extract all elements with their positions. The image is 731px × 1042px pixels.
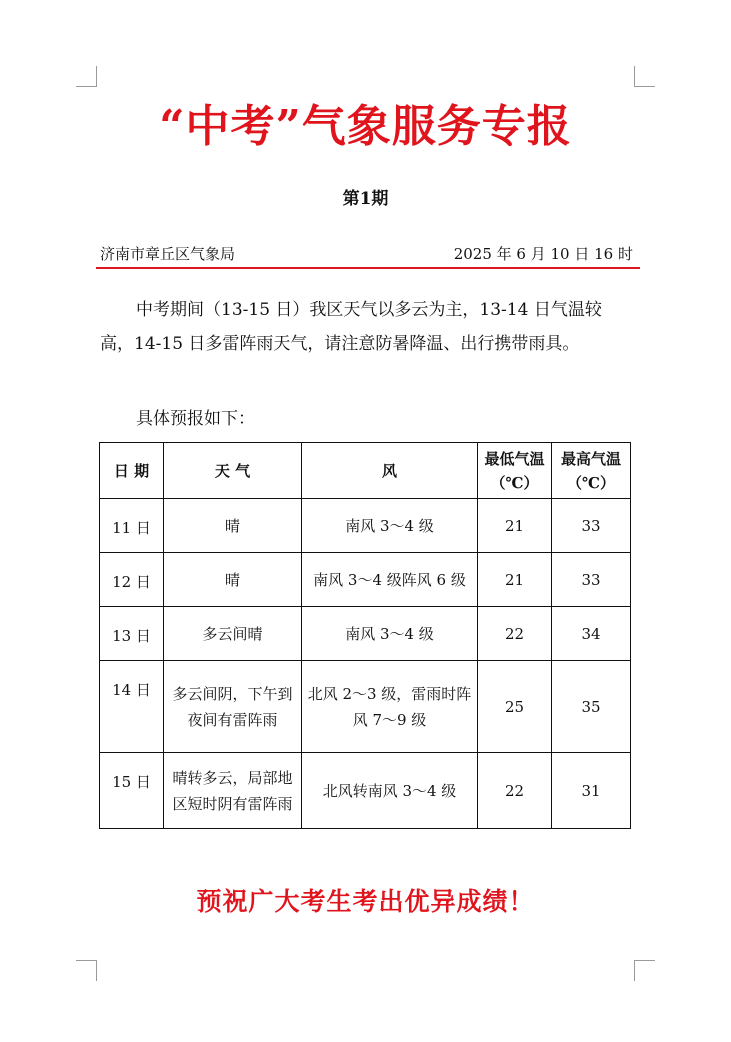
table-row: [100, 499, 631, 553]
page-corner-mark: [634, 960, 655, 981]
intro-paragraph: 具体预报如下：: [136, 409, 255, 429]
cell-date: 13 日: [100, 607, 164, 661]
cell-max-temp: 35: [552, 661, 631, 753]
page-corner-mark: [76, 960, 97, 981]
report-title: “中考”气象服务专报: [159, 101, 572, 152]
cell-date: 15 日: [100, 753, 164, 829]
table-header-row: [100, 443, 631, 499]
publisher: 济南市章丘区气象局: [100, 245, 236, 263]
cell-date: 12 日: [100, 553, 164, 607]
issue-number: 第1期: [342, 189, 389, 209]
blessing-message: 预祝广大考生考出优异成绩！: [196, 887, 535, 916]
cell-min-temp: 21: [478, 499, 552, 553]
table-row: [100, 607, 631, 661]
header-weather: 天 气: [164, 443, 302, 499]
cell-wind: 北风 2～3 级，雷雨时阵风 7～9 级: [302, 661, 478, 753]
cell-min-temp: 22: [478, 753, 552, 829]
cell-max-temp: 33: [552, 499, 631, 553]
summary-paragraph: 中考期间（13-15 日）我区天气以多云为主，13-14 日气温较高，14-15 日多雷阵雨天气，请注意防暑降温、出行携带雨具。: [100, 300, 602, 354]
cell-max-temp: 34: [552, 607, 631, 661]
page-corner-mark: [634, 66, 655, 87]
cell-weather: 晴: [164, 499, 302, 553]
cell-max-temp: 33: [552, 553, 631, 607]
header-wind: 风: [302, 443, 478, 499]
red-divider: [96, 267, 640, 269]
cell-wind: 北风转南风 3～4 级: [302, 753, 478, 829]
forecast-table: [99, 442, 631, 829]
cell-min-temp: 21: [478, 553, 552, 607]
table-row: [100, 661, 631, 753]
header-max-temp: 最高气温（℃）: [552, 443, 631, 499]
page-corner-mark: [76, 66, 97, 87]
issue-datetime: 2025 年 6 月 10 日 16 时: [453, 245, 633, 263]
cell-wind: 南风 3～4 级阵风 6 级: [302, 553, 478, 607]
cell-weather: 多云间晴: [164, 607, 302, 661]
cell-max-temp: 31: [552, 753, 631, 829]
cell-wind: 南风 3～4 级: [302, 607, 478, 661]
table-row: [100, 753, 631, 829]
header-date: 日 期: [100, 443, 164, 499]
cell-date: 11 日: [100, 499, 164, 553]
cell-weather: 多云间阴，下午到夜间有雷阵雨: [164, 661, 302, 753]
cell-weather: 晴: [164, 553, 302, 607]
cell-weather: 晴转多云，局部地区短时阴有雷阵雨: [164, 753, 302, 829]
cell-date: 14 日: [100, 661, 164, 753]
table-row: [100, 553, 631, 607]
cell-min-temp: 22: [478, 607, 552, 661]
cell-min-temp: 25: [478, 661, 552, 753]
header-min-temp: 最低气温（℃）: [478, 443, 552, 499]
cell-wind: 南风 3～4 级: [302, 499, 478, 553]
